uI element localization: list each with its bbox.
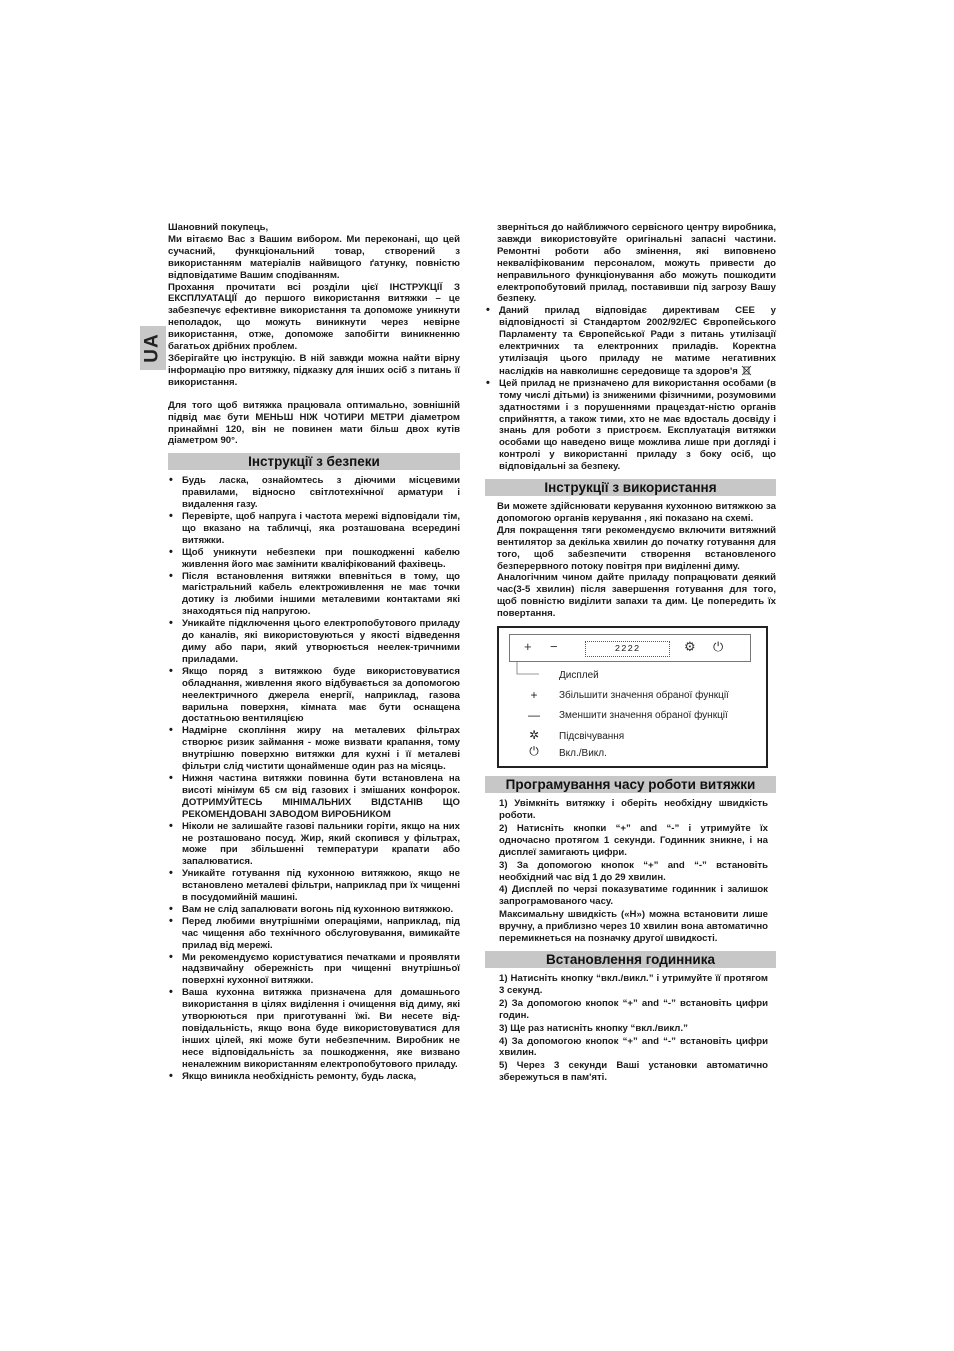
legend-power-label: Вкл./Викл. (559, 748, 607, 760)
safety-item: • Ваша кухонна витяжка призначена для домашнього використання в цілях виділення і очищення від диму, які утворюються при приготуванні їжі. Ви несете від-повідальність, якщо вона буде використовуватися для інших цілей, які може бути небезпечним. Виробник не несе відповідальність за пошкодження, яке визвано неналежним використанням електропобутового приладу. (168, 987, 460, 1070)
clock-step: 1) Натисніть кнопку “вкл./викл.” і утримуйте її протягом 3 секунд. (499, 972, 768, 996)
clock-heading: Встановлення годинника (485, 951, 776, 968)
read-instructions-paragraph: Прохання прочитати всі розділи цієї ІНСТРУКЦІЇ З ЕКСПЛУАТАЦІЇ до першого використання витяжки – це забезпечує ефективне використання та допоможе уникнути неполадок, що можуть виникнути через невірне використання, отже, допоможе запобігти виникненню багатьох дрібних проблем. (168, 281, 460, 353)
timer-heading: Програмування часу роботи витяжки (485, 776, 776, 793)
usage-paragraph: Для покращення тяги рекомендуємо включити витяжний вентилятор за декілька хвилин до початку готування для того, щоб забезпечити створення встановленого безперервного потоку повітря при виділенні диму. (497, 524, 776, 572)
safety-heading: Інструкції з безпеки (168, 453, 460, 470)
legend-light-label: Підсвічування (559, 731, 625, 743)
safety-item: • Ми рекомендуємо користуватися печатками и проявляти надзвичайну обережність при чищенні внутрішньої поверхні кухонної витяжки. (168, 952, 460, 988)
safety-item: • Уникайте готування під кухонною витяжкою, якщо не встановлено металеві фільтри, наприклад при їх чищенні в посудомийній машині. (168, 868, 460, 904)
safety-item: • Якщо поряд з витяжкою буде використовуватися обладнання, живлення якого відбувається за допомогою неелектричного джерела енергії, наприклад, газова варильна поверхня, кімната має бути оснащена достатньою вентиляцією (168, 666, 460, 726)
safety-item: • Перевірте, щоб напруга і частота мережі відповідали тім, що вказано на табличці, яка розташована всередині витяжки. (168, 511, 460, 547)
intro-paragraph: Ми вітаємо Вас з Вашим вибором. Ми переконані, що цей сучасний, функціональний товар, створений з використанням матеріалів найвищого ґатунку, повністю відповідатиме Вашим сподіванням. (168, 233, 460, 281)
usage-paragraph: Ви можете здійснювати керування кухонною витяжкою за допомогою органів керування , які показано на схемі. (497, 501, 776, 524)
control-panel-legend (497, 626, 768, 768)
safety-item: • Ніколи не залишайте газові пальники горіти, якщо на них не розташовано посуд. Жир, який скопився у фільтрах, може при збільшенні температури крапати або запалюватися. (168, 821, 460, 869)
timer-step: 4) Дисплей по черзі показуватиме годинник і залишок запрограмованого часу. (499, 884, 768, 908)
weee-item (485, 305, 776, 377)
weee-text: Даний прилад відповідає директивам CEE у відповідності зі Стандартом 2002/92/ЕС Європейського Парламенту та Європейської Ради з питань утилізації електричних та електронних приладів. Коректна утилізація цього приладу не матиме негативних наслідків на навколишнє середовище та здоров'я (499, 305, 776, 377)
duct-paragraph: Для того щоб витяжка працювала оптимально, зовнішній підвід має бути МЕНЬШ НІЖ ЧОТИРИ МЕТРИ діаметром принаймні 120, він не повинен мати більш двох кутів діаметром 90°. (168, 399, 460, 447)
clock-step: 4) За допомогою кнопок “+” and “-” встановіть цифри хвилин. (499, 1035, 768, 1059)
timer-step: 1) Увімкніть витяжку і оберіть необхідну швидкість роботи. (499, 798, 768, 821)
legend-minus-label: Зменшити значення обраної функції (559, 710, 728, 722)
safety-item: • Щоб уникнути небезпеки при пошкодженні кабелю живлення його має замінити кваліфікований фахівець. (168, 547, 460, 571)
safety-item: • Вам не слід запалювати вогонь під кухонною витяжкою. (168, 904, 460, 916)
repair-continuation: зверніться до найближчого сервісного центру виробника, завжди використовуйте оригінальні запасні частини. Ремонтні роботи або змінення, які виповнено некваліфікованим персоналом, можуть привести до неправильного функціонування або можуть пошкодити електропобутовий прилад, поставивши під загрозу Вашу безпеку. (497, 222, 776, 305)
timer-note: Максимальну швидкість («Н») можна встановити лише вручну, а приблизно через 10 хвилин вона автоматично перемикнеться на позначку другої швидкості. (499, 909, 768, 945)
language-tab (140, 326, 166, 370)
legend-minus-icon: — (528, 708, 540, 723)
safety-item: • Нижня частина витяжки повинна бути встановлена на висоті мінімум 65 см від газових і змішаних конфорок. ДОТРИМУЙТЕСЬ МІНІМАЛЬНИХ ВІДСТАНІВ ЩО РЕКОМЕНДОВАНІ ЗАВОДОМ ВИРОБНИКОМ (168, 773, 460, 821)
usage-paragraph: Аналогічним чином дайте приладу попрацювати деякий час(3-5 хвилин) після завершення готування для того, щоб повністю виділити запахи та дим. Це попередить їх повертання. (497, 572, 776, 620)
light-icon: ⚙ (684, 639, 696, 655)
clock-step: 5) Через 3 секунди Ваші установки автоматично збережуться в пам'яті. (499, 1060, 768, 1084)
legend-power-icon: ⏻ (529, 744, 539, 759)
timer-step: 3) За допомогою кнопок “+” and “-” встановіть необхідний час від 1 до 29 хвилин. (499, 859, 768, 883)
safety-item: • Після встановлення витяжки впевніться в тому, що магістральний кабель електроживлення не має точки дотику із любими іншими металевими контактами які знаходяться під напругою. (168, 571, 460, 619)
usage-heading: Інструкції з використання (485, 479, 776, 496)
display-pointer-line (499, 628, 769, 688)
compliance-list (485, 305, 776, 473)
display-icon: 2222 (585, 641, 670, 657)
clock-steps (485, 973, 776, 1084)
legend-plus-icon: + (530, 688, 538, 703)
crossed-bin-icon (741, 365, 752, 376)
safety-item: • Будь ласка, ознайомтесь з діючими місцевими правилами, відносно світлотехнічної арматури і видалення газу. (168, 475, 460, 511)
right-column (485, 222, 776, 1084)
safety-list (168, 475, 460, 1082)
greeting: Шановний покупець, (168, 222, 269, 233)
plus-icon: + (524, 639, 532, 655)
safety-item: • Якщо виникла необхідність ремонту, будь ласка, (168, 1071, 460, 1083)
legend-display-label: Дисплей (559, 670, 599, 682)
restricted-use-item: • Цей прилад не призначено для використання особами (в тому числі дітьми) із зниженими фізичними, розумовими здатностями і з порушеннями працездат-ністю органів сприйняття, а також тими, хто не має вдосталь досвіду і знань для роботи з пристроєм. Експлуатація витяжки особами що наведено вище можлива лише при догляді і контролі у використанні приладу з боку осіб, що відповідальні за безпеку. (485, 378, 776, 473)
timer-steps (485, 798, 776, 945)
keep-instructions-paragraph: Зберігайте цю інструкцію. В ній завжди можна найти вірну інформацію про витяжку, підказку для інших осіб з питань її використання. (168, 352, 460, 388)
safety-item: • Уникайте підключення цього електропобутового приладу до каналів, які використовуються у якості відведення диму або пари, який утворюється неелек-тричними приладами. (168, 618, 460, 666)
language-code: UA (142, 333, 164, 363)
legend-light-icon: ✲ (528, 728, 540, 743)
legend-plus-label: Збільшити значення обраної функції (559, 690, 729, 702)
power-icon: ⏻ (713, 639, 724, 655)
clock-step: 3) Ще раз натисніть кнопку “вкл./викл.” (499, 1022, 688, 1034)
safety-item: • Перед любими внутрішніми операціями, наприклад, під час чищення або технічного обслуговування, вимикайте прилад від мережі. (168, 916, 460, 952)
timer-step: 2) Натисніть кнопки “+” and “-” і утримуйте їх одночасно протягом 1 секунди. Годинник зникне, і на дисплеї замигають цифри. (499, 822, 768, 858)
minus-icon: − (550, 639, 558, 655)
safety-item: • Надмірне скопління жиру на металевих фільтрах створює ризик займання - може визвати крапання, тому внутрішню поверхню витяжки для кухні і її металеві фільтри слід чистити щонайменше один раз на місяць. (168, 725, 460, 773)
clock-step: 2) За допомогою кнопок “+” and “-” встановіть цифри годин. (499, 997, 768, 1021)
left-column (168, 222, 460, 1083)
